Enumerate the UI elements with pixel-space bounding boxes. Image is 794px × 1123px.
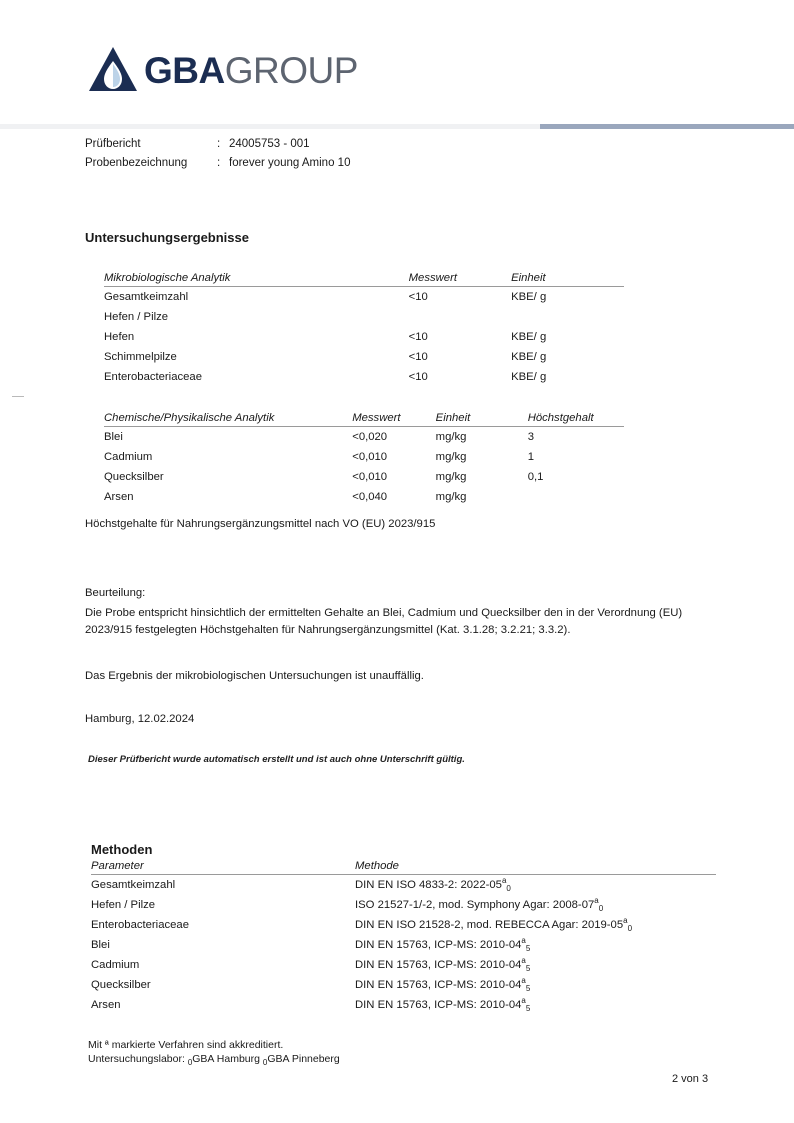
section-title-methods: Methoden: [91, 842, 153, 857]
cell-max-level: 0,1: [527, 470, 544, 483]
lab-marker: 5: [525, 1004, 531, 1013]
cell-unit: KBE/ g: [511, 370, 547, 383]
lab-name-1: GBA Hamburg: [192, 1053, 260, 1065]
cell-unit: mg/kg: [435, 430, 467, 443]
report-meta: [85, 138, 350, 176]
microbiology-conclusion: Das Ergebnis der mikrobiologischen Untersuchungen ist unauffällig.: [85, 670, 424, 682]
meta-row: [85, 157, 350, 176]
accreditation-marker: a: [594, 895, 599, 905]
cell-value: <0,010: [352, 450, 388, 463]
cell-unit: mg/kg: [435, 470, 467, 483]
method-text: DIN EN 15763, ICP-MS: 2010-04: [355, 938, 522, 951]
header-divider-left: [0, 124, 540, 129]
cell-method: [355, 915, 716, 935]
cell-parameter: Arsen: [104, 490, 134, 503]
cell-unit: mg/kg: [435, 450, 467, 463]
cell-value: <0,020: [352, 430, 388, 443]
cell-value: <10: [408, 330, 428, 343]
column-header-parameter: Mikrobiologische Analytik: [104, 272, 409, 287]
gba-group-logo: [88, 44, 358, 96]
cell-unit: KBE/ g: [511, 350, 547, 363]
table-row: [104, 347, 624, 367]
accreditation-marker: a: [521, 955, 526, 965]
accreditation-marker: a: [501, 876, 507, 886]
cell-unit: mg/kg: [435, 490, 467, 503]
lab-marker: 0: [627, 924, 633, 933]
table-row: [104, 367, 624, 387]
cell-value: <0,010: [352, 470, 388, 483]
column-header-value: Messwert: [409, 272, 511, 287]
table-row: [91, 995, 716, 1015]
assessment-text: Die Probe entspricht hinsichtlich der ermittelten Gehalte an Blei, Cadmium und Quecksilber den in der Verordnung (EU) 2023/915 festgelegten Höchstgehalten für Nahrungsergänzungsmittel (Kat. 3.1.28; 3.2.21; 3.3.2).: [85, 607, 683, 636]
column-header-method: Methode: [355, 860, 716, 875]
column-header-parameter: Chemische/Physikalische Analytik: [104, 412, 352, 427]
cell-method: [355, 955, 716, 975]
cell-parameter: Gesamtkeimzahl: [91, 878, 176, 891]
cell-parameter: Schimmelpilze: [104, 350, 177, 363]
cell-unit: KBE/ g: [511, 330, 547, 343]
cell-parameter: Hefen: [104, 330, 135, 343]
place-and-date: Hamburg, 12.02.2024: [85, 713, 195, 725]
table-row: [91, 975, 716, 995]
table-row: [104, 287, 624, 307]
accreditation-footnote-line2: [88, 1052, 340, 1070]
max-level-note: Höchstgehalte für Nahrungsergänzungsmittel nach VO (EU) 2023/915: [85, 518, 436, 530]
cell-parameter: Hefen / Pilze: [104, 310, 169, 323]
table-row: [104, 307, 624, 327]
method-text: DIN EN 15763, ICP-MS: 2010-04: [355, 998, 522, 1011]
column-header-value: Messwert: [352, 412, 435, 427]
header-divider-right: [540, 124, 794, 129]
accreditation-marker: a: [623, 915, 628, 925]
table-header-row: [104, 272, 624, 287]
cell-value: <10: [408, 290, 428, 303]
cell-parameter: Enterobacteriaceae: [104, 370, 202, 383]
meta-value-report-number: 24005753 - 001: [229, 138, 310, 150]
table-row: [91, 915, 716, 935]
lab-name-2: GBA Pinneberg: [267, 1053, 340, 1065]
cell-value: <0,040: [352, 490, 388, 503]
cell-parameter: Quecksilber: [104, 470, 164, 483]
accreditation-marker: a: [521, 995, 526, 1005]
accreditation-footnote: [88, 1038, 340, 1070]
automatic-report-note: Dieser Prüfbericht wurde automatisch erstellt und ist auch ohne Unterschrift gültig.: [88, 754, 465, 765]
method-text: DIN EN ISO 21528-2, mod. REBECCA Agar: 2019-05: [355, 918, 624, 931]
table-row: [104, 467, 624, 487]
cell-value: <10: [408, 350, 428, 363]
logo-text-gba: GBA: [144, 49, 225, 91]
cell-method: [355, 935, 716, 955]
cell-parameter: Enterobacteriaceae: [91, 918, 189, 931]
triangle-droplet-logo-icon: [88, 44, 138, 96]
cell-unit: [511, 307, 624, 327]
page-edge-tick: [12, 396, 24, 397]
cell-max-level: 3: [527, 430, 534, 443]
cell-method: [355, 875, 716, 895]
cell-parameter: Cadmium: [104, 450, 153, 463]
page-number: 2 von 3: [672, 1073, 709, 1085]
meta-value-sample-name: forever young Amino 10: [229, 157, 351, 169]
assessment-label: Beurteilung:: [85, 587, 146, 599]
table-row: [104, 447, 624, 467]
cell-parameter: Quecksilber: [91, 978, 151, 991]
table-row: [104, 427, 624, 447]
lab-marker: 5: [525, 984, 531, 993]
lab-marker: 5: [525, 964, 531, 973]
method-text: DIN EN 15763, ICP-MS: 2010-04: [355, 958, 522, 971]
table-row: [104, 327, 624, 347]
cell-method: [355, 895, 716, 915]
cell-parameter: Blei: [104, 430, 123, 443]
table-row: [104, 487, 624, 507]
header-divider: [0, 124, 794, 129]
column-header-unit: Einheit: [511, 272, 624, 287]
lab-marker: 0: [598, 904, 604, 913]
table-row: [91, 935, 716, 955]
cell-parameter: Hefen / Pilze: [91, 898, 156, 911]
table-row: [91, 955, 716, 975]
cell-value: <10: [408, 370, 428, 383]
cell-parameter: Gesamtkeimzahl: [104, 290, 189, 303]
method-text: DIN EN ISO 4833-2: 2022-05: [355, 879, 502, 891]
cell-max-level: [528, 487, 624, 507]
cell-unit: KBE/ g: [511, 290, 547, 303]
method-text: ISO 21527-1/-2, mod. Symphony Agar: 2008-07: [355, 898, 595, 911]
meta-colon: :: [217, 157, 221, 169]
cell-value: [409, 307, 511, 327]
accreditation-marker: a: [521, 935, 526, 945]
chemistry-results-table: [104, 412, 624, 507]
section-title-results: Untersuchungsergebnisse: [85, 230, 249, 245]
meta-label-sample-name: Probenbezeichnung: [85, 157, 188, 169]
cell-parameter: Blei: [91, 938, 110, 951]
methods-table: [91, 860, 716, 1015]
column-header-unit: Einheit: [436, 412, 528, 427]
table-row: [91, 895, 716, 915]
table-header-row: [91, 860, 716, 875]
lab-list-prefix: Untersuchungslabor:: [88, 1053, 185, 1065]
column-header-parameter: Parameter: [91, 860, 355, 875]
lab-marker: 5: [525, 944, 531, 953]
table-row: [91, 875, 716, 895]
meta-row: [85, 138, 350, 157]
meta-label-report-number: Prüfbericht: [85, 138, 141, 150]
meta-colon: :: [217, 138, 221, 150]
lab-marker-1: 0: [187, 1058, 193, 1068]
column-header-max-level: Höchstgehalt: [528, 412, 624, 427]
accreditation-marker: a: [521, 975, 526, 985]
logo-text-group: GROUP: [224, 49, 358, 91]
accreditation-footnote-line1: Mit ª markierte Verfahren sind akkreditiert.: [88, 1039, 284, 1051]
cell-parameter: Arsen: [91, 998, 121, 1011]
microbiology-results-table: [104, 272, 624, 387]
cell-parameter: Cadmium: [91, 958, 140, 971]
cell-max-level: 1: [527, 450, 534, 463]
table-header-row: [104, 412, 624, 427]
cell-method: [355, 995, 716, 1015]
cell-method: [355, 975, 716, 995]
method-text: DIN EN 15763, ICP-MS: 2010-04: [355, 978, 522, 991]
lab-marker: 0: [506, 884, 511, 894]
lab-marker-2: 0: [262, 1058, 268, 1068]
